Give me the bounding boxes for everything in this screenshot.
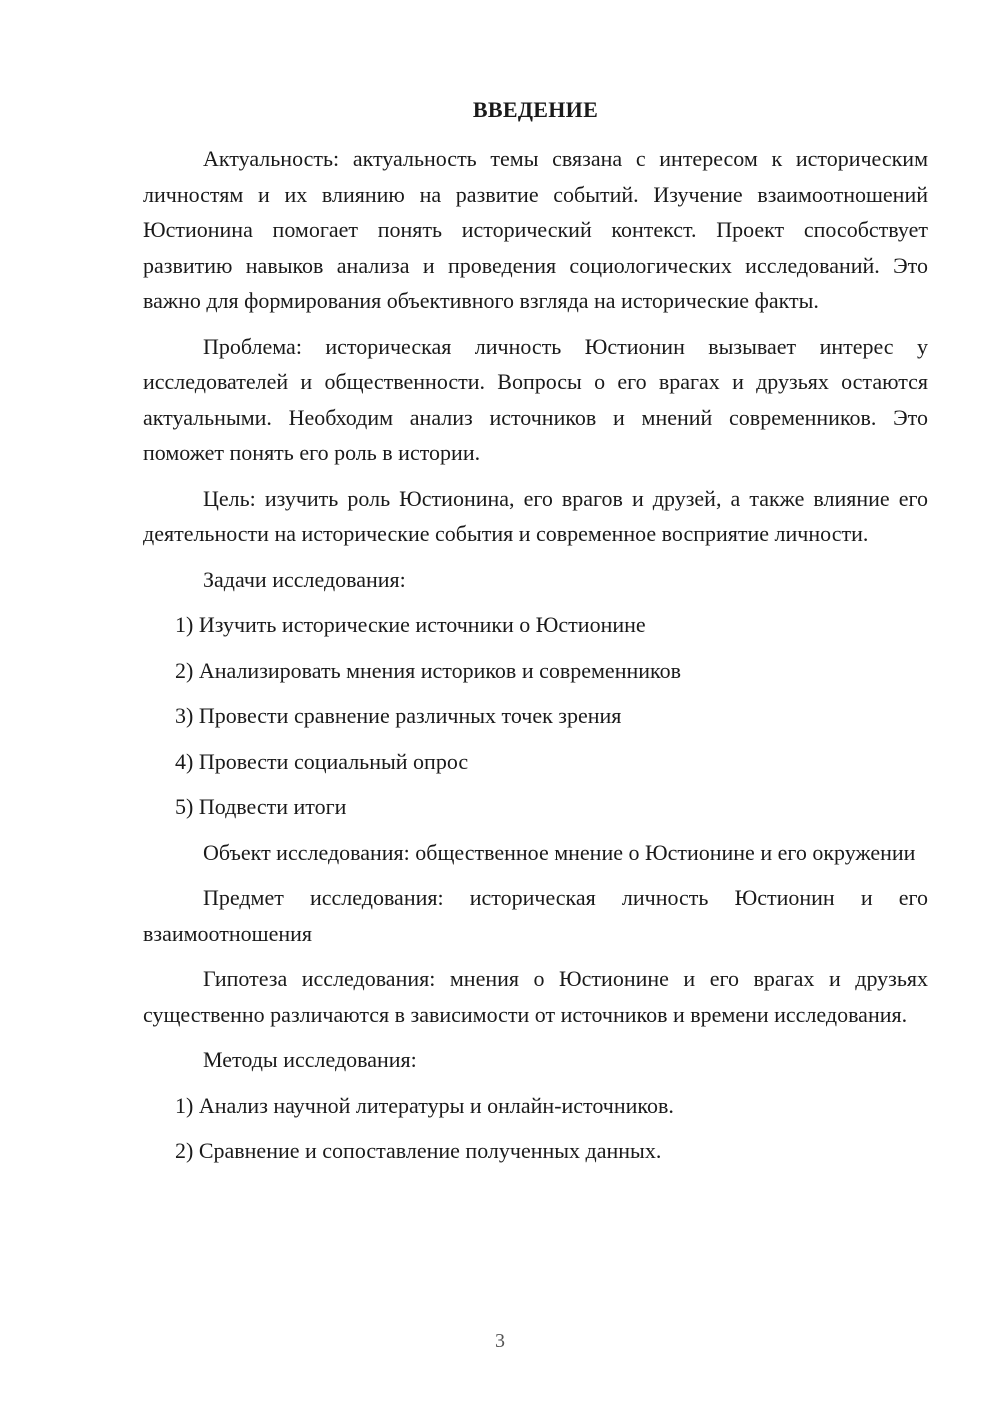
goal-paragraph: Цель: изучить роль Юстионина, его врагов и друзей, а также влияние его деятельности на исторические события и современное восприятие личности. bbox=[143, 485, 928, 546]
task-item: 4) Провести социальный опрос bbox=[175, 748, 469, 774]
task-item: 5) Подвести итоги bbox=[175, 794, 347, 819]
task-item: 3) Провести сравнение различных точек зрения bbox=[175, 703, 622, 728]
problem-paragraph: Проблема: историческая личность Юстионин вызывает интерес у исследователей и общественности. Вопросы о его врагах и друзьях остаются актуальными. Необходим анализ источников и мнений современников. Это поможет понять его роль в истории. bbox=[143, 333, 928, 465]
hypothesis-paragraph: Гипотеза исследования: мнения о Юстионине и его врагах и друзьях существенно различаются в зависимости от источников и времени исследования. bbox=[143, 966, 928, 1027]
section-heading: ВВЕДЕНИЕ bbox=[472, 97, 599, 122]
task-item: 2) Анализировать мнения историков и современников bbox=[175, 657, 681, 683]
relevance-paragraph: Актуальность: актуальность темы связана с интересом к историческим личностям и их влиянию на развитие событий. Изучение взаимоотношений Юстионина помогает понять исторический контекст. Проект способствует развитию навыков анализа и проведения социологических исследований. Это важно для формирования объективного взгляда на исторические факты. bbox=[143, 146, 928, 313]
subject-paragraph: Предмет исследования: историческая личность Юстионин и его взаимоотношения bbox=[143, 885, 928, 946]
methods-title: Методы исследования: bbox=[203, 1047, 417, 1072]
object-paragraph: Объект исследования: общественное мнение о Юстионине и его окружении bbox=[203, 839, 916, 865]
page-number: 3 bbox=[495, 1330, 505, 1352]
document-page bbox=[143, 96, 928, 1179]
task-item: 1) Изучить исторические источники о Юстионине bbox=[175, 612, 646, 637]
tasks-title: Задачи исследования: bbox=[203, 566, 406, 592]
method-item: 2) Сравнение и сопоставление полученных данных. bbox=[175, 1138, 662, 1163]
method-item: 1) Анализ научной литературы и онлайн-источников. bbox=[175, 1092, 674, 1118]
